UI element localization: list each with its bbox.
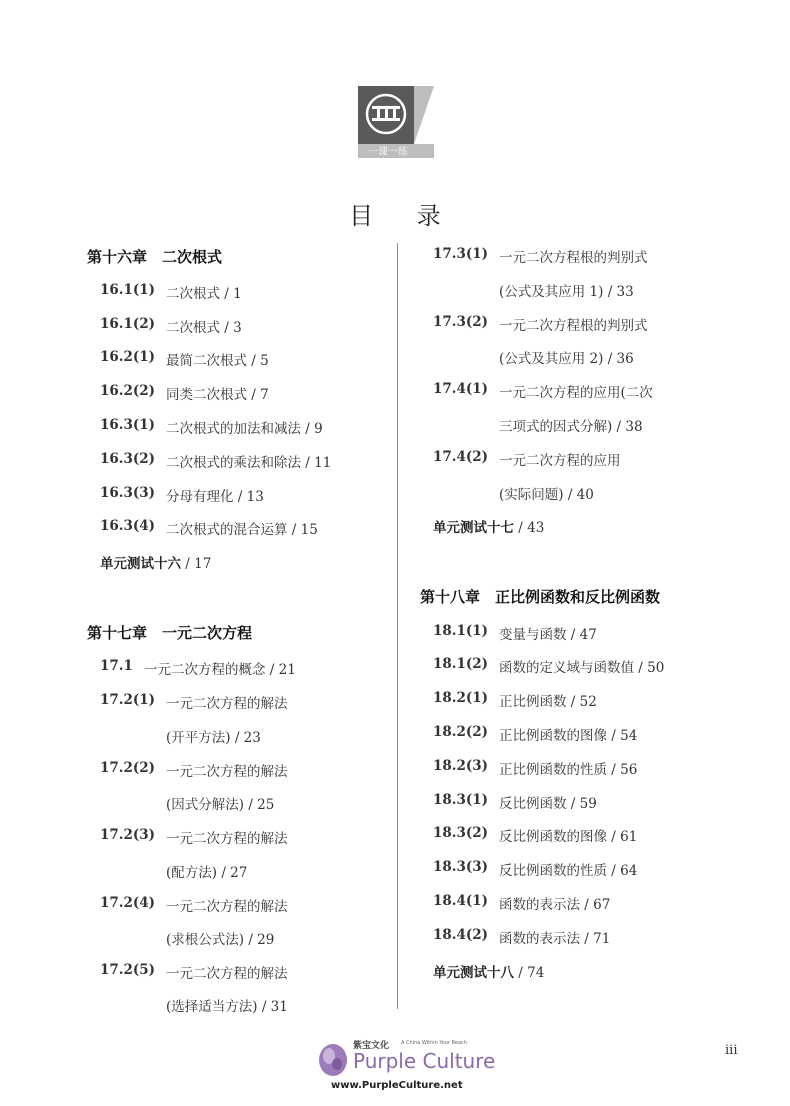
entry-number: 16.3(3) [100,485,156,501]
entry-title: 最简二次根式 / 5 [166,353,269,369]
entry-title: 函数的表示法 / 67 [499,897,611,913]
toc-entry-continuation: (配方法) / 27 [166,865,248,881]
entry-title: 正比例函数 / 52 [499,694,597,710]
entry-title: 一元二次方程的解法 [166,899,288,915]
unit-test-17[interactable] [433,516,544,536]
entry-title: 一元二次方程的概念 / 21 [144,662,296,678]
chapter-heading-17: 第十七章 一元二次方程 [87,624,253,642]
entry-number: 16.1(1) [100,282,156,298]
entry-title: 一元二次方程的应用(二次 [499,385,653,401]
toc-entry-continuation: (实际问题) / 40 [499,487,594,503]
unit-test-page: / 43 [514,520,545,536]
entry-title: 一元二次方程的解法 [166,966,288,982]
purple-culture-logo-icon [317,1042,349,1078]
series-logo-icon [358,86,434,158]
unit-test-label: 单元测试十八 [433,965,514,981]
entry-title: 二次根式的加法和减法 / 9 [166,421,323,437]
entry-title: 正比例函数的性质 / 56 [499,762,638,778]
entry-number: 18.3(2) [433,825,489,841]
entry-title: 一元二次方程的应用 [499,453,621,469]
entry-title: 同类二次根式 / 7 [166,387,269,403]
entry-title: 变量与函数 / 47 [499,627,597,643]
entry-title: 反比例函数的性质 / 64 [499,863,638,879]
entry-title: 二次根式 / 1 [166,286,242,302]
chapter-heading-16: 第十六章 二次根式 [87,248,223,266]
entry-number: 16.3(2) [100,451,156,467]
entry-number: 16.3(1) [100,417,156,433]
entry-title: 函数的定义域与函数值 / 50 [499,660,665,676]
page-title: 目 录 [349,202,459,230]
entry-title: 正比例函数的图像 / 54 [499,728,638,744]
watermark-tagline: A China Within Your Reach [401,1040,467,1046]
unit-test-label: 单元测试十六 [100,556,181,572]
page-number: iii [725,1043,738,1058]
entry-number: 17.3(1) [433,246,489,262]
toc-entry-continuation: (开平方法) / 23 [166,730,261,746]
unit-test-label: 单元测试十七 [433,520,514,536]
toc-entry-continuation: (公式及其应用 1) / 33 [499,284,634,300]
entry-number: 18.4(2) [433,927,489,943]
unit-test-page: / 17 [181,556,212,572]
entry-title: 函数的表示法 / 71 [499,931,611,947]
entry-number: 18.2(3) [433,758,489,774]
logo-caption: 一课一练 [368,147,408,158]
entry-number: 16.1(2) [100,316,156,332]
watermark-chinese-name: 紫宝文化 [353,1041,390,1051]
toc-entry-continuation: (求根公式法) / 29 [166,932,275,948]
entry-number: 18.2(1) [433,690,489,706]
watermark [317,1038,497,1098]
toc-entry-continuation: (因式分解法) / 25 [166,797,275,813]
toc-entry-continuation: 三项式的因式分解) / 38 [499,419,643,435]
entry-number: 17.3(2) [433,314,489,330]
entry-number: 17.4(2) [433,449,489,465]
entry-title: 一元二次方程的解法 [166,764,288,780]
entry-title: 一元二次方程根的判别式 [499,318,648,334]
entry-number: 17.1 [100,658,133,674]
entry-number: 16.3(4) [100,518,156,534]
entry-title: 二次根式的混合运算 / 15 [166,522,318,538]
entry-number: 17.2(2) [100,760,156,776]
entry-title: 一元二次方程的解法 [166,696,288,712]
unit-test-16[interactable] [100,552,211,572]
entry-number: 17.2(1) [100,692,156,708]
column-divider [397,243,398,1009]
unit-test-18[interactable] [433,961,544,981]
entry-title: 二次根式 / 3 [166,320,242,336]
entry-number: 18.4(1) [433,893,489,909]
unit-test-page: / 74 [514,965,545,981]
entry-title: 反比例函数 / 59 [499,796,597,812]
entry-number: 18.3(3) [433,859,489,875]
entry-number: 18.3(1) [433,792,489,808]
entry-title: 一元二次方程根的判别式 [499,250,648,266]
entry-number: 18.1(1) [433,623,489,639]
entry-title: 分母有理化 / 13 [166,489,264,505]
entry-title: 二次根式的乘法和除法 / 11 [166,455,332,471]
entry-number: 17.2(3) [100,827,156,843]
entry-title: 反比例函数的图像 / 61 [499,829,638,845]
entry-number: 17.2(4) [100,895,156,911]
toc-entry-continuation: (选择适当方法) / 31 [166,999,288,1015]
chapter-heading-18: 第十八章 正比例函数和反比例函数 [420,588,661,606]
toc-entry-continuation: (公式及其应用 2) / 36 [499,351,634,367]
entry-number: 17.2(5) [100,962,156,978]
entry-number: 18.1(2) [433,656,489,672]
watermark-brand: Purple Culture [353,1049,496,1073]
entry-title: 一元二次方程的解法 [166,831,288,847]
watermark-url: www.PurpleCulture.net [331,1080,463,1091]
entry-number: 16.2(2) [100,383,156,399]
entry-number: 16.2(1) [100,349,156,365]
entry-number: 17.4(1) [433,381,489,397]
entry-number: 18.2(2) [433,724,489,740]
